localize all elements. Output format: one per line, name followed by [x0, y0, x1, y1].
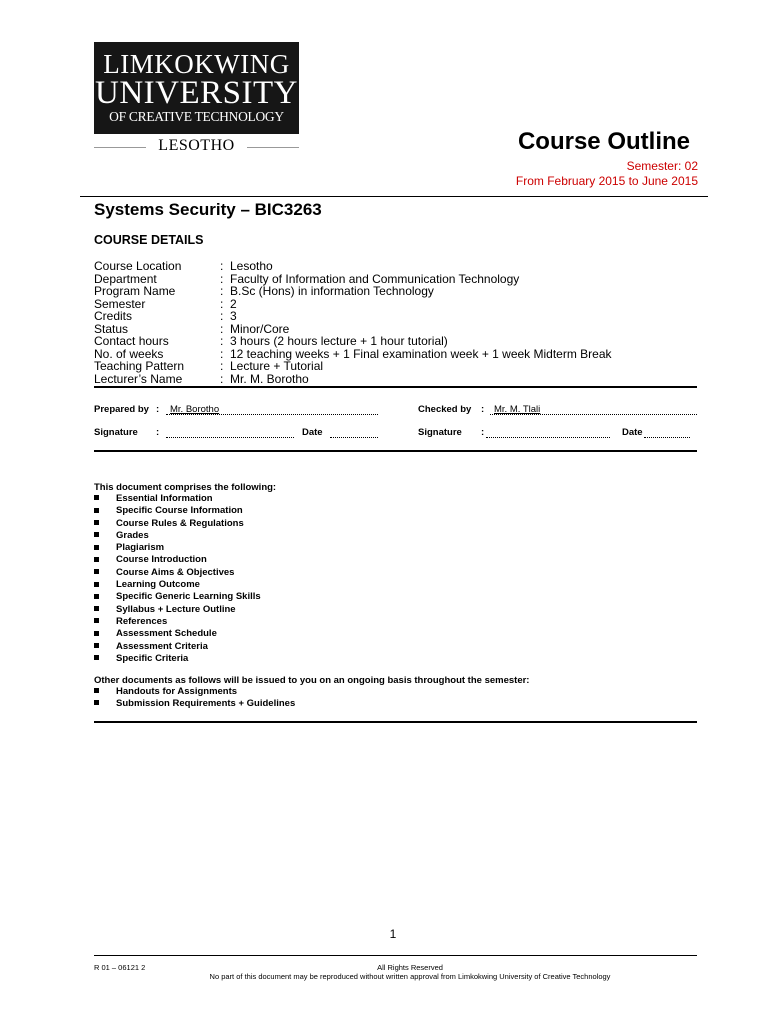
course-detail-separator: :	[220, 371, 224, 386]
contents-intro: This document comprises the following:	[94, 482, 277, 493]
course-details-table	[94, 260, 612, 385]
bullet-icon	[94, 508, 99, 513]
signature-colon-checker: :	[481, 427, 485, 438]
list-item-text: Assessment Schedule	[116, 628, 217, 640]
semester-number: Semester: 02	[626, 159, 698, 173]
details-divider	[94, 386, 697, 388]
prepared-by-value: Mr. Borotho	[170, 404, 220, 415]
bullet-icon	[94, 557, 99, 562]
copyright-line-1: All Rights Reserved	[377, 963, 443, 972]
bullet-icon	[94, 643, 99, 648]
list-item-text: Course Introduction	[116, 554, 207, 566]
list-item	[94, 616, 261, 628]
date-label-checker: Date	[622, 427, 643, 438]
bullet-icon	[94, 618, 99, 623]
course-detail-value: 3 hours (2 hours lecture + 1 hour tutorial)	[230, 334, 448, 348]
date-line-checker	[644, 427, 690, 438]
semester-period: From February 2015 to June 2015	[515, 174, 698, 188]
logo-line-3: OF CREATIVE TECHNOLOGY	[109, 109, 284, 124]
list-item-text: Syllabus + Lecture Outline	[116, 603, 236, 615]
signoff-divider	[94, 450, 697, 452]
list-item	[94, 554, 261, 566]
bullet-icon	[94, 582, 99, 587]
list-item	[94, 505, 261, 517]
course-detail-row	[94, 373, 612, 386]
course-detail-separator: :	[220, 334, 224, 348]
checked-by-value: Mr. M. Tlali	[494, 404, 541, 415]
course-title: Systems Security – BIC3263	[94, 200, 322, 219]
course-detail-separator: :	[220, 321, 224, 336]
list-item-text: Handouts for Assignments	[116, 686, 238, 697]
date-line-preparer	[330, 427, 378, 438]
other-documents-intro: Other documents as follows will be issued to you on an ongoing basis throughout the semester:	[94, 675, 530, 686]
bullet-icon	[94, 700, 99, 705]
document-code: R 01 – 06121 2	[94, 963, 146, 972]
list-item-text: Course Rules & Regulations	[116, 517, 244, 529]
list-item-text: Assessment Criteria	[116, 640, 208, 652]
contents-divider	[94, 721, 697, 723]
other-documents-list	[94, 686, 295, 710]
course-details-heading: COURSE DETAILS	[94, 233, 204, 247]
signature-line-checker	[486, 427, 610, 438]
list-item	[94, 641, 261, 653]
bullet-icon	[94, 688, 99, 693]
course-detail-label: No. of weeks	[94, 346, 164, 361]
checked-by-label: Checked by	[418, 404, 472, 415]
bullet-icon	[94, 655, 99, 660]
course-detail-separator: :	[220, 271, 224, 286]
course-detail-label: Department	[94, 271, 157, 286]
course-detail-label: Lecturer’s Name	[94, 371, 183, 386]
course-detail-label: Credits	[94, 309, 133, 323]
bullet-icon	[94, 606, 99, 611]
list-item	[94, 518, 261, 530]
list-item	[94, 698, 295, 710]
contents-list	[94, 493, 261, 665]
page-number: 1	[389, 927, 397, 941]
footer-rule	[94, 955, 697, 956]
campus-rule-right	[247, 147, 299, 148]
list-item	[94, 579, 261, 591]
document-title: Course Outline	[517, 128, 690, 155]
bullet-icon	[94, 631, 99, 636]
prepared-by-label: Prepared by	[94, 404, 149, 415]
signature-label-checker: Signature	[418, 427, 462, 438]
course-detail-row	[94, 310, 612, 323]
course-detail-separator: :	[220, 284, 224, 298]
date-label-preparer: Date	[302, 427, 323, 438]
prepared-by-colon: :	[156, 404, 160, 415]
course-detail-value: B.Sc (Hons) in information Technology	[230, 284, 434, 298]
course-detail-value: Lesotho	[230, 259, 273, 273]
course-detail-value: Faculty of Information and Communication Technology	[230, 271, 520, 286]
list-item	[94, 628, 261, 640]
course-detail-label: Status	[94, 321, 129, 336]
list-item	[94, 591, 261, 603]
course-detail-separator: :	[220, 359, 224, 373]
course-detail-value: Minor/Core	[230, 321, 290, 336]
logo-line-1: LIMKOKWING	[103, 49, 290, 79]
list-item	[94, 493, 261, 505]
copyright-line-2: No part of this document may be reproduced without written approval from Limkokwing University of Creative Technology	[209, 972, 611, 981]
course-detail-separator: :	[220, 309, 224, 323]
list-item-text: Plagiarism	[116, 542, 165, 554]
logo-line-2: UNIVERSITY	[95, 75, 298, 111]
bullet-icon	[94, 594, 99, 599]
course-detail-separator: :	[220, 296, 224, 311]
list-item	[94, 653, 261, 665]
bullet-icon	[94, 495, 99, 500]
list-item	[94, 604, 261, 616]
course-detail-row	[94, 298, 612, 311]
bullet-icon	[94, 569, 99, 574]
copyright-notice	[200, 963, 620, 981]
course-detail-value: Mr. M. Borotho	[230, 371, 309, 386]
course-detail-row	[94, 360, 612, 373]
signature-line-preparer	[166, 427, 294, 438]
university-logo	[94, 42, 299, 134]
course-detail-label: Teaching Pattern	[94, 359, 185, 373]
campus-name: LESOTHO	[158, 137, 235, 154]
bullet-icon	[94, 520, 99, 525]
course-detail-label: Semester	[94, 296, 146, 311]
bullet-icon	[94, 532, 99, 537]
list-item-text: Specific Generic Learning Skills	[116, 591, 261, 603]
course-detail-label: Program Name	[94, 284, 176, 298]
course-detail-value: 3	[230, 309, 237, 323]
list-item	[94, 542, 261, 554]
list-item-text: References	[116, 615, 168, 627]
list-item	[94, 530, 261, 542]
campus-label	[94, 137, 299, 157]
list-item	[94, 567, 261, 579]
course-detail-value: 12 teaching weeks + 1 Final examination week + 1 week Midterm Break	[230, 346, 612, 361]
bullet-icon	[94, 545, 99, 550]
list-item	[94, 686, 295, 698]
list-item-text: Specific Criteria	[116, 652, 189, 664]
list-item-text: Course Aims & Objectives	[116, 566, 235, 578]
list-item-text: Specific Course Information	[116, 505, 243, 517]
course-detail-value: 2	[230, 296, 237, 311]
course-detail-separator: :	[220, 259, 224, 273]
list-item-text: Submission Requirements + Guidelines	[116, 698, 296, 709]
header-divider	[80, 196, 708, 197]
course-detail-separator: :	[220, 346, 224, 361]
course-detail-row	[94, 285, 612, 298]
course-detail-label: Course Location	[94, 259, 182, 273]
semester-info	[516, 159, 698, 189]
course-detail-value: Lecture + Tutorial	[230, 359, 324, 373]
course-detail-label: Contact hours	[94, 334, 169, 348]
list-item-text: Learning Outcome	[116, 579, 200, 591]
list-item-text: Essential Information	[116, 493, 213, 504]
signature-label-preparer: Signature	[94, 427, 138, 438]
list-item-text: Grades	[116, 529, 149, 541]
signature-colon-preparer: :	[156, 427, 160, 438]
checked-by-colon: :	[481, 404, 485, 415]
